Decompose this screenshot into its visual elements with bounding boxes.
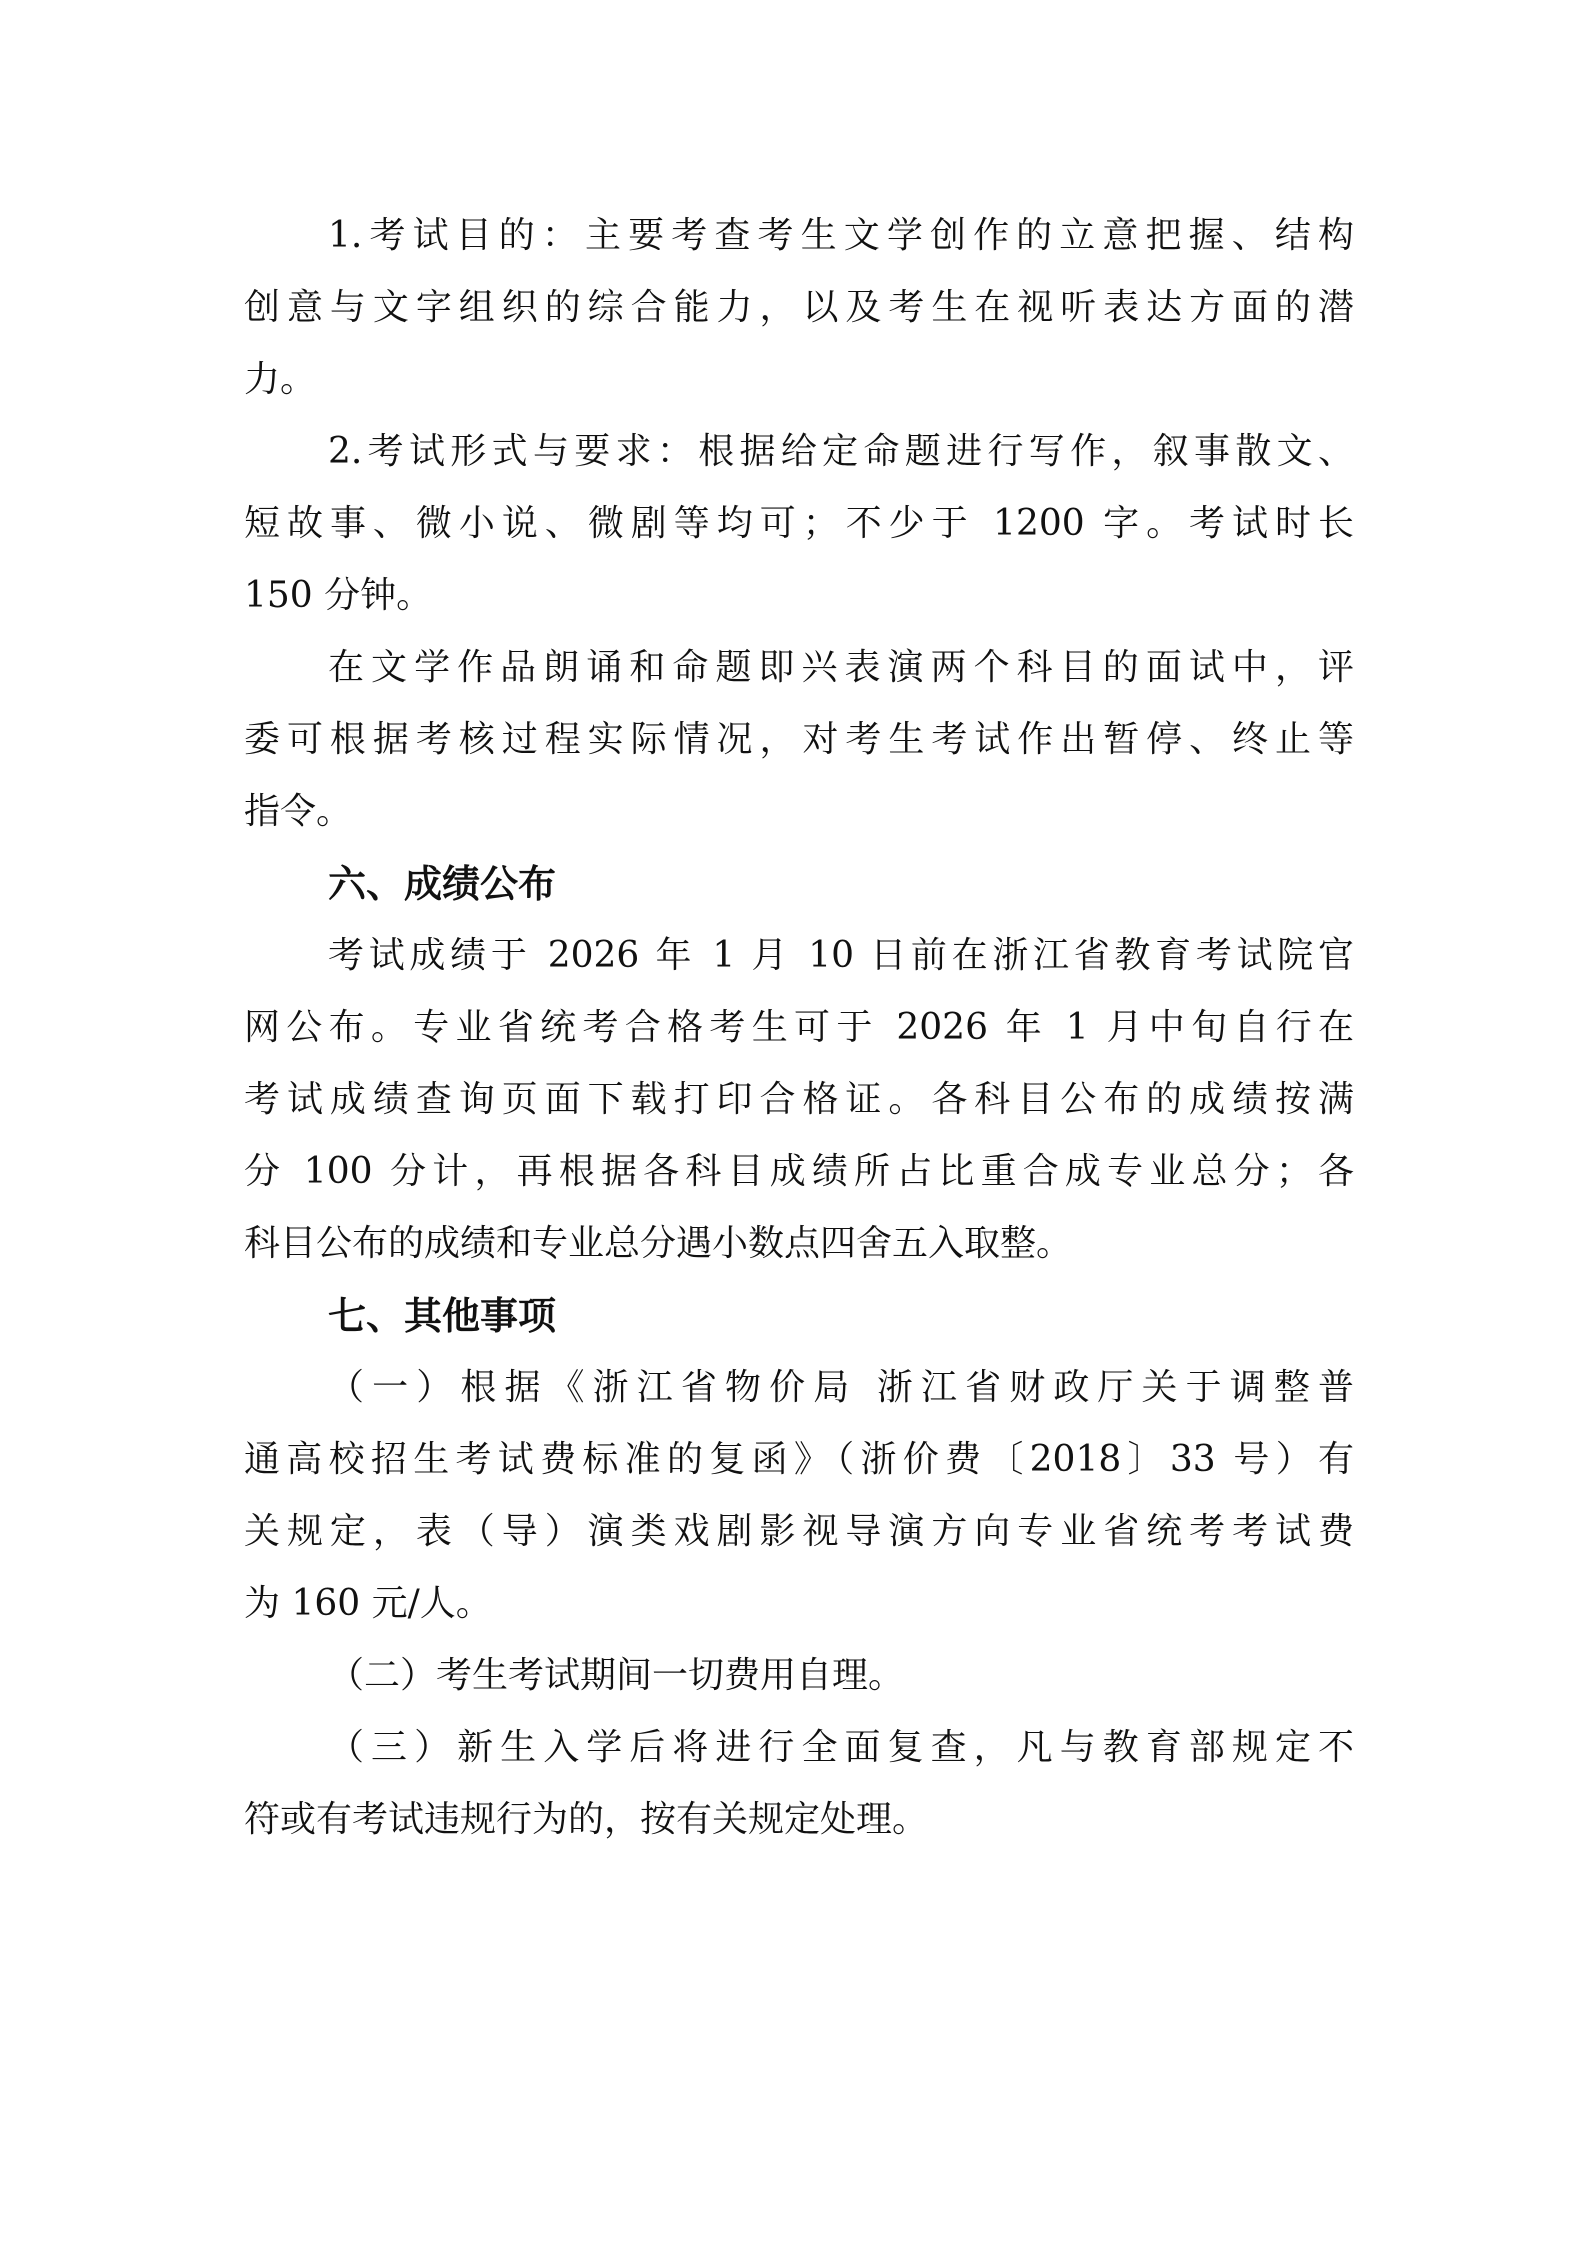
section6-line: 考试成绩于 2026 年 1 月 10 日前在浙江省教育考试院官 bbox=[328, 935, 1354, 976]
section7-fee-line: 关规定，表（导）演类戏剧影视导演方向专业省统考考试费 bbox=[244, 1511, 1354, 1552]
section6-heading: 六、成绩公布 bbox=[328, 862, 557, 906]
section7-fee-line: （一）根据《浙江省物价局 浙江省财政厅关于调整普 bbox=[328, 1367, 1354, 1408]
item2-line: 短故事、微小说、微剧等均可；不少于 1200 字。考试时长 bbox=[244, 503, 1354, 544]
section6-line: 分 100 分计，再根据各科目成绩所占比重合成专业总分；各 bbox=[244, 1151, 1354, 1192]
interview-note-line: 在文学作品朗诵和命题即兴表演两个科目的面试中，评 bbox=[328, 647, 1354, 688]
item1-line: 力。 bbox=[244, 359, 317, 400]
item2-line: 150 分钟。 bbox=[244, 575, 433, 616]
section6-line: 考试成绩查询页面下载打印合格证。各科目公布的成绩按满 bbox=[244, 1079, 1354, 1120]
section7-expenses-line: （二）考生考试期间一切费用自理。 bbox=[328, 1655, 905, 1696]
section7-review-line: （三）新生入学后将进行全面复查，凡与教育部规定不 bbox=[328, 1727, 1354, 1768]
item1-line: 创意与文字组织的综合能力，以及考生在视听表达方面的潜 bbox=[244, 287, 1354, 328]
section6-line: 科目公布的成绩和专业总分遇小数点四舍五入取整。 bbox=[244, 1223, 1073, 1264]
item1-line: 1.考试目的：主要考查考生文学创作的立意把握、结构 bbox=[328, 215, 1354, 256]
item2-line: 2.考试形式与要求：根据给定命题进行写作，叙事散文、 bbox=[328, 431, 1354, 472]
section6-line: 网公布。专业省统考合格考生可于 2026 年 1 月中旬自行在 bbox=[244, 1007, 1354, 1048]
section7-review-line: 符或有考试违规行为的，按有关规定处理。 bbox=[244, 1799, 929, 1840]
section7-fee-line: 通高校招生考试费标准的复函》（浙价费〔2018〕33 号）有 bbox=[244, 1439, 1354, 1480]
section7-heading: 七、其他事项 bbox=[328, 1294, 557, 1338]
section7-fee-line: 为 160 元/人。 bbox=[244, 1583, 492, 1624]
interview-note-line: 委可根据考核过程实际情况，对考生考试作出暂停、终止等 bbox=[244, 719, 1354, 760]
interview-note-line: 指令。 bbox=[244, 791, 353, 832]
